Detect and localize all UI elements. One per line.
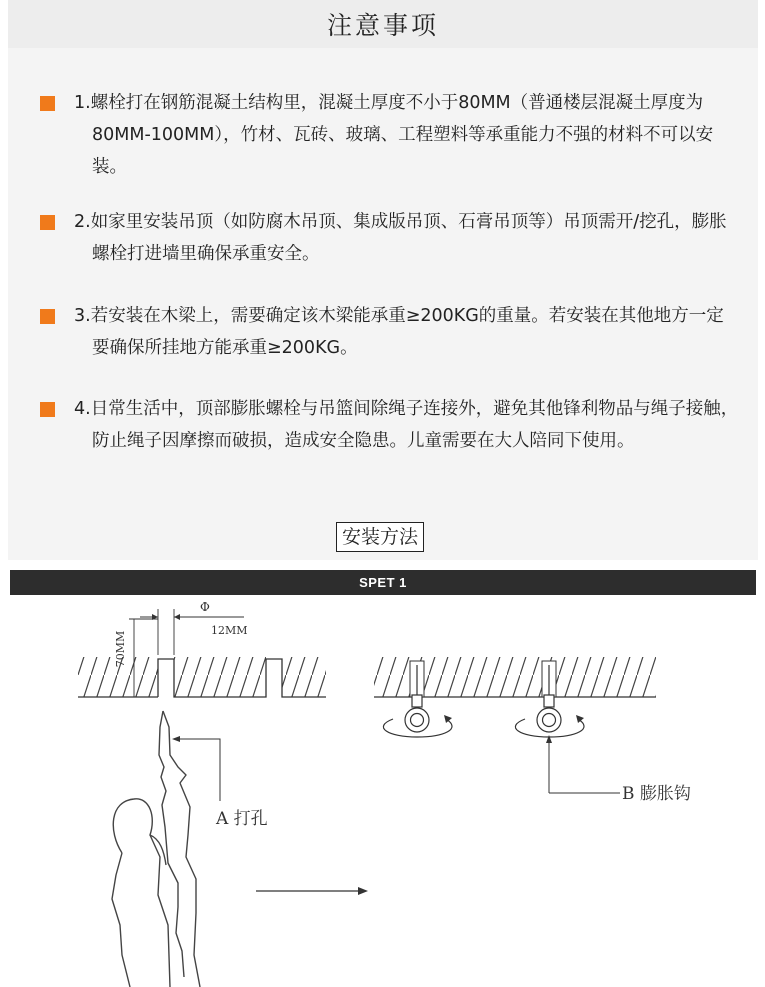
note-item: [40, 206, 740, 270]
step-bar: [10, 570, 756, 595]
orange-square-bullet-icon: [40, 215, 55, 230]
note-text: 2.如家里安装吊顶（如防腐木吊顶、集成版吊顶、石膏吊顶等）吊顶需开/挖孔，膨胀螺栓打进墙里确保承重安全。: [74, 212, 727, 264]
note-text: 1.螺栓打在钢筋混凝土结构里，混凝土厚度不小于80MM（普通楼层混凝土厚度为80MM-100MM），竹材、瓦砖、玻璃、工程塑料等承重能力不强的材料不可以安装。: [74, 93, 714, 177]
installation-diagram: [0, 595, 765, 987]
notes-panel: [8, 48, 758, 560]
note-item: [40, 393, 740, 457]
orange-square-bullet-icon: [40, 309, 55, 324]
install-method-title: 安装方法: [336, 522, 424, 552]
diameter-symbol: Φ: [200, 600, 210, 614]
label-drill-hole: A 打孔: [216, 809, 268, 829]
right-ceiling-slab: [374, 657, 656, 697]
drill-leader: [172, 736, 268, 829]
note-item: [40, 300, 740, 364]
person-drilling-icon: [112, 711, 200, 987]
hook-leader: [546, 735, 691, 804]
note-text: 3.若安装在木梁上，需要确定该木梁能承重≥200KG的重量。若安装在其他地方一定要确保所挂地方能承重≥200KG。: [74, 306, 724, 358]
diameter-label: 12MM: [211, 624, 248, 637]
step-arrow-icon: [256, 887, 368, 895]
note-item: [40, 87, 740, 183]
orange-square-bullet-icon: [40, 96, 55, 111]
orange-square-bullet-icon: [40, 402, 55, 417]
step-label: SPET 1: [359, 575, 407, 590]
depth-label: 70MM: [114, 630, 127, 668]
note-text: 4.日常生活中，顶部膨胀螺栓与吊篮间除绳子连接外，避免其他锋利物品与绳子接触，防止绳子因摩擦而破损，造成安全隐患。儿童需要在大人陪同下使用。: [74, 399, 739, 451]
label-expansion-hook: B 膨胀钩: [622, 784, 691, 804]
header-band: [8, 0, 758, 48]
page-title: 注意事项: [326, 11, 439, 40]
